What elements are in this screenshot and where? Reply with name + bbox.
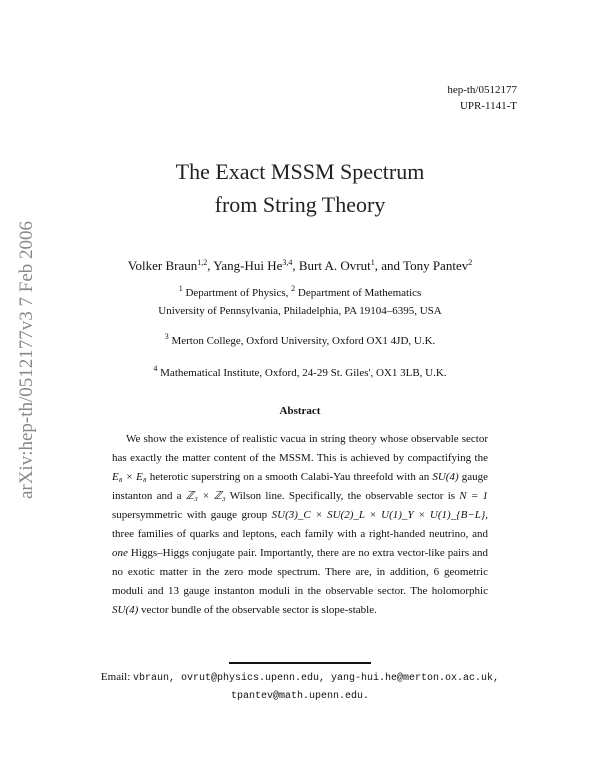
title-line: The Exact MSSM Spectrum: [175, 159, 425, 184]
email-addresses: vbraun, ovrut@physics.upenn.edu, yang-hui.he@merton.ox.ac.uk,: [133, 673, 500, 684]
email-label: Email:: [100, 671, 131, 683]
author-name: Volker Braun: [127, 258, 198, 273]
affiliation-merton: $^3$ Merton College, Oxford University, Oxford OX1 4JD, U.K.: [164, 332, 436, 347]
author-affil: 1: [370, 258, 375, 267]
email-addresses: tpantev@math.upenn.edu.: [230, 691, 370, 702]
arxiv-stamp-text: arXiv:hep-th/0512177v3 7 Feb 2006: [16, 220, 38, 500]
author-list: Volker Braun$^{1,2}$, Yang-Hui He$^{3,4}$, Burt A. Ovrut$^1$, and Tony Pantev$^2$: [127, 258, 473, 273]
affiliation-line: Merton College, Oxford University, Oxford OX1 4JD, U.K.: [171, 335, 436, 347]
email-footnote: [0, 668, 600, 706]
author-affil: 1,2: [197, 258, 208, 267]
report-number: UPR-1141-T: [459, 100, 517, 112]
abstract-paragraph: We show the existence of realistic vacua in string theory whose observable sector has exactly the matter content of the MSSM. This is achieved by compactifying the E₈ × E₈ heterotic superstring on a smooth Calabi-Yau threefold with an SU(4) gauge instanton and a ℤ₃ × ℤ₃ Wilson line. Specifically, the observable sector is N = 1 supersymmetric with gauge group SU(3)_C × SU(2)_L × U(1)_Y × U(1)_{B−L}, three families of quarks and leptons, each family with a right-handed neutrino, and one Higgs–Higgs conjugate pair. Importantly, there are no extra vector-like pairs and no exotic matter in the zero mode spectrum. There are, in addition, 6 geometric moduli and 13 gauge instanton moduli in the observable sector. The holomorphic SU(4) vector bundle of the observable sector is slope-stable.: [112, 433, 489, 616]
affiliation-oxford-math: $^4$ Mathematical Institute, Oxford, 24-29 St. Giles', OX1 3LB, U.K.: [153, 364, 447, 379]
affiliation-line: University of Pennsylvania, Philadelphia, PA 19104–6395, USA: [158, 305, 442, 317]
affiliation-line: Mathematical Institute, Oxford, 24-29 St. Giles', OX1 3LB, U.K.: [160, 367, 447, 379]
abstract-body: [112, 430, 488, 620]
affiliation-penn: $^1$ Department of Physics, $^2$ Department of Mathematics University of Pennsylvania, Philadelphia, PA 19104–6395, USA: [0, 284, 600, 320]
affiliation-line: Department of Physics,: [185, 287, 292, 299]
affiliation-line: Department of Mathematics: [297, 287, 422, 299]
arxiv-stamp: [14, 210, 40, 510]
footnote-rule: [229, 662, 371, 664]
author-name: Tony Pantev: [403, 258, 469, 273]
author-affil: 3,4: [282, 258, 293, 267]
report-number: hep-th/0512177: [447, 84, 517, 96]
author-name: Yang-Hui He: [213, 258, 283, 273]
title-line: from String Theory: [214, 192, 386, 217]
report-numbers: [447, 82, 517, 114]
author-affil: 2: [468, 258, 473, 267]
paper-title: [0, 155, 600, 221]
author-name: Burt A. Ovrut: [298, 258, 371, 273]
abstract-heading: Abstract: [279, 405, 321, 417]
